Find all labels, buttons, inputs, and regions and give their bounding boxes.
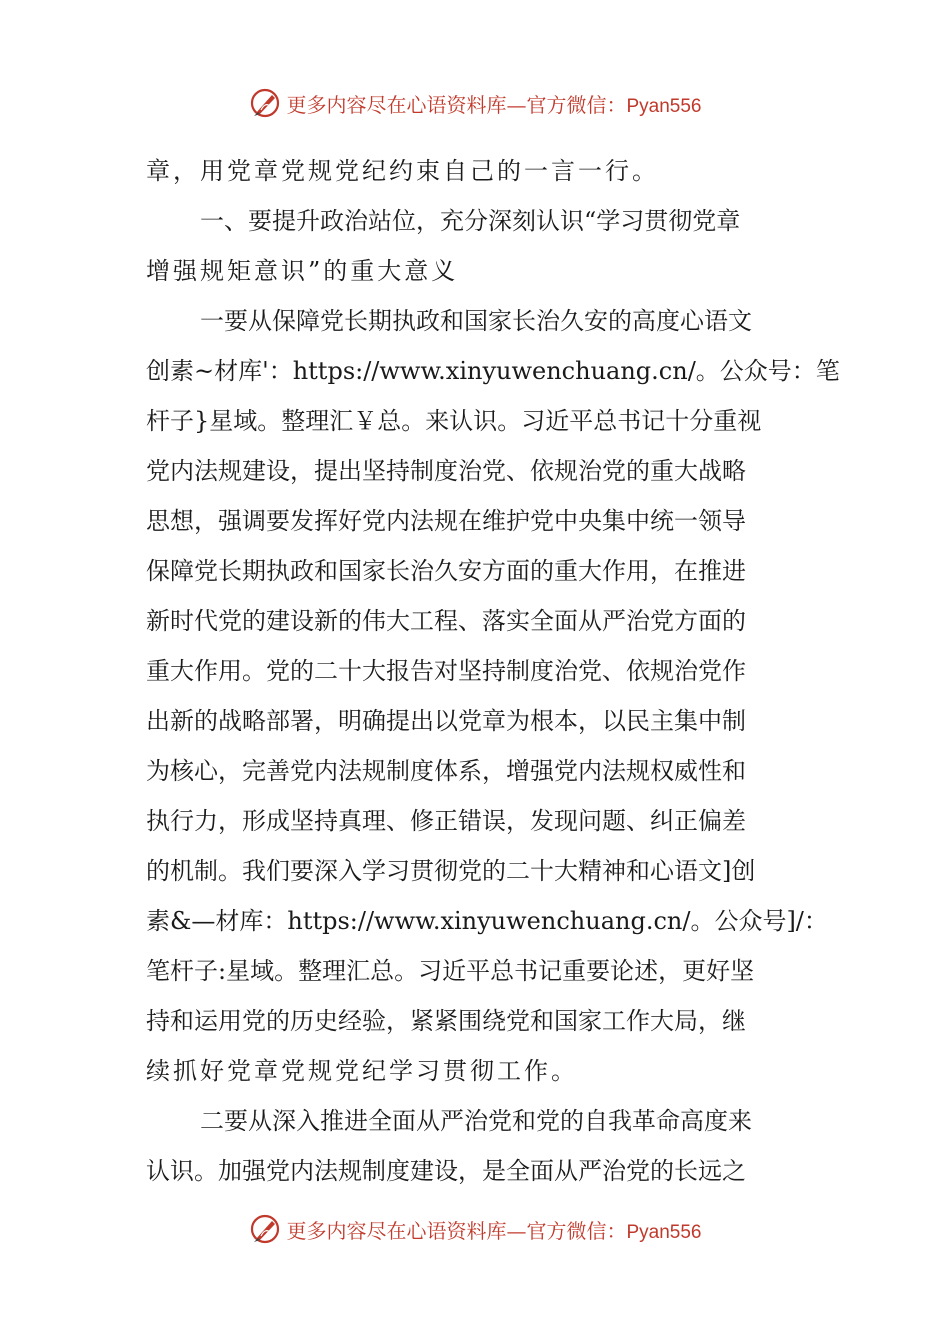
body-line: 笔杆子:星域。整理汇总。习近平总书记重要论述，更好坚 <box>146 957 755 985</box>
body-line: 二要从深入推进全面从严治党和党的自我革命高度来 <box>200 1107 752 1135</box>
header-separator: — <box>506 92 527 117</box>
body-line: 续抓好党章党规党纪学习贯彻工作。 <box>146 1057 578 1085</box>
body-line: 杆子}星域。整理汇￥总。来认识。习近平总书记十分重视 <box>146 407 762 435</box>
heading-line: 增强规矩意识”的重大意义 <box>146 257 459 285</box>
body-line: 素&—材库：https://www.xinyuwenchuang.cn/。公众号]/： <box>146 907 828 935</box>
footer-banner-text <box>286 1215 701 1244</box>
body-line: 为核心，完善党内法规制度体系，增强党内法规权威性和 <box>146 757 746 785</box>
header-brand: 更多内容尽在心语资料库 <box>286 92 507 117</box>
body-line: 一要从保障党长期执政和国家长治久安的高度心语文 <box>200 307 752 335</box>
pen-logo-icon <box>248 1212 282 1246</box>
body-line: 持和运用党的历史经验，紧紧围绕党和国家工作大局，继 <box>146 1007 746 1035</box>
document-body <box>146 146 840 1196</box>
body-line: 章，用党章党规党纪约束自己的一言一行。 <box>146 157 659 185</box>
footer-contact-id: Pyan556 <box>626 1221 702 1243</box>
body-line: 出新的战略部署，明确提出以党章为根本，以民主集中制 <box>146 707 746 735</box>
body-line: 执行力，形成坚持真理、修正错误，发现问题、纠正偏差 <box>146 807 746 835</box>
heading-line: 一、要提升政治站位，充分深刻认识“学习贯彻党章 <box>200 207 741 235</box>
body-line: 思想，强调要发挥好党内法规在维护党中央集中统一领导 <box>146 507 746 535</box>
header-watermark <box>0 83 950 123</box>
body-line: 的机制。我们要深入学习贯彻党的二十大精神和心语文]创 <box>146 857 756 885</box>
footer-brand: 更多内容尽在心语资料库 <box>286 1218 507 1243</box>
footer-contact-label: 官方微信： <box>526 1218 627 1243</box>
header-banner-text <box>286 89 701 118</box>
pen-logo-icon <box>248 86 282 120</box>
header-contact-id: Pyan556 <box>626 95 702 117</box>
body-line: 党内法规建设，提出坚持制度治党、依规治党的重大战略 <box>146 457 746 485</box>
body-line: 保障党长期执政和国家长治久安方面的重大作用，在推进 <box>146 557 746 585</box>
body-line: 创素~材库'：https://www.xinyuwenchuang.cn/。公众号：笔 <box>146 357 840 385</box>
footer-watermark <box>0 1209 950 1249</box>
body-line: 认识。加强党内法规制度建设，是全面从严治党的长远之 <box>146 1157 746 1185</box>
header-contact-label: 官方微信： <box>526 92 627 117</box>
body-line: 重大作用。党的二十大报告对坚持制度治党、依规治党作 <box>146 657 746 685</box>
footer-separator: — <box>506 1218 527 1243</box>
body-line: 新时代党的建设新的伟大工程、落实全面从严治党方面的 <box>146 607 746 635</box>
